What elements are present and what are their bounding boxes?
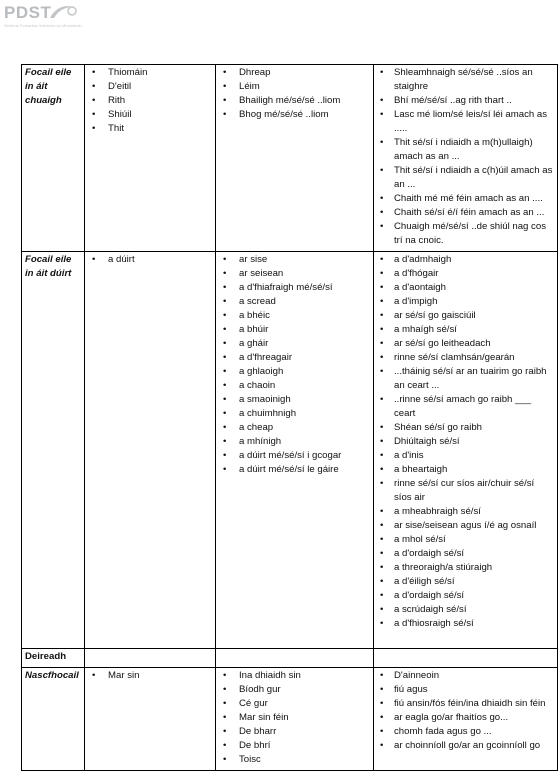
word-list: [88, 253, 212, 267]
list-item: • Léim: [219, 80, 370, 94]
list-item: • a d'fhógair: [377, 267, 554, 281]
table-cell: [85, 252, 216, 649]
table-cell: [85, 65, 216, 252]
word-list: [88, 669, 212, 683]
word-list: [88, 66, 212, 136]
list-item: • ar choinníoll go/ar an gcoinníoll go: [377, 739, 554, 753]
list-item: • Thit: [88, 122, 212, 136]
word-list: [377, 253, 554, 631]
list-item: • Lasc mé liom/sé leis/sí léi amach as .....: [377, 108, 554, 136]
word-list: [377, 66, 554, 248]
list-item: • a d'éiligh sé/sí: [377, 575, 554, 589]
list-item: • a d'ordaigh sé/sí: [377, 589, 554, 603]
list-item: • a d'impigh: [377, 295, 554, 309]
list-item: • Thit sé/sí i ndiaidh a c(h)úil amach as an ...: [377, 164, 554, 192]
list-item: • Shleamhnaigh sé/sé/sé ..síos an staighre: [377, 66, 554, 94]
pdst-logo: [4, 3, 84, 33]
logo-tagline: Seirbhís Forbartha Gairmiúla do Mhúinteoirí: [4, 23, 82, 28]
list-item: • Ina dhiaidh sin: [219, 669, 370, 683]
list-item: • Mar sin: [88, 669, 212, 683]
list-item: • Chuaigh mé/sé/sí ..de shiúl nag cos trí na cnoic.: [377, 220, 554, 248]
table-cell: [374, 649, 558, 668]
word-list: [219, 253, 370, 477]
list-item: • Thit sé/sí i ndiaidh a m(h)ullaigh) amach as an ...: [377, 136, 554, 164]
row-label: Nascfhocail: [22, 668, 85, 771]
swoosh-logo-icon: [48, 2, 78, 24]
word-list: [377, 669, 554, 753]
row-label: Focail eile in áit chuaigh: [22, 65, 85, 252]
table-cell: [85, 649, 216, 668]
list-item: • ar sé/sí go gaisciúil: [377, 309, 554, 323]
list-item: • a smaoinigh: [219, 393, 370, 407]
list-item: • Shéan sé/sí go raibh: [377, 421, 554, 435]
list-item: • D'ainneoin: [377, 669, 554, 683]
list-item: • Chaith sé/sí é/í féin amach as an ...: [377, 206, 554, 220]
word-list: [219, 66, 370, 122]
list-item: • a dúirt: [88, 253, 212, 267]
table-row: [22, 252, 558, 649]
list-item: • a threoraigh/a stiúraigh: [377, 561, 554, 575]
table-cell: [216, 649, 374, 668]
table-row: [22, 65, 558, 252]
list-item: • Bhí mé/sé/sí ..ag rith thart ..: [377, 94, 554, 108]
table-row: [22, 649, 558, 668]
list-item: • Bhog mé/sé/sé ..liom: [219, 108, 370, 122]
list-item: • rinne sé/sí cur síos air/chuir sé/sí síos air: [377, 477, 554, 505]
list-item: • a chaoin: [219, 379, 370, 393]
list-item: • a cheap: [219, 421, 370, 435]
table-row: [22, 668, 558, 771]
list-item: • fiú agus: [377, 683, 554, 697]
list-item: • a scrúdaigh sé/sí: [377, 603, 554, 617]
list-item: • a scread: [219, 295, 370, 309]
list-item: • a d'inis: [377, 449, 554, 463]
list-item: • Thiomáin: [88, 66, 212, 80]
row-label: Focail eile in áit dúirt: [22, 252, 85, 649]
list-item: • a dúirt mé/sé/sí i gcogar: [219, 449, 370, 463]
list-item: • Mar sin féin: [219, 711, 370, 725]
list-item: • Rith: [88, 94, 212, 108]
table-cell: [374, 65, 558, 252]
list-item: • a bhúir: [219, 323, 370, 337]
list-item: • fiú ansin/fós féin/ina dhiaidh sin féin: [377, 697, 554, 711]
list-item: • D'eitil: [88, 80, 212, 94]
table-cell: [374, 668, 558, 771]
table-cell: [85, 668, 216, 771]
list-item: • rinne sé/sí clamhsán/gearán: [377, 351, 554, 365]
list-item: • a d'admhaigh: [377, 253, 554, 267]
list-item: • ar sise/seisean agus í/é ag osnaíl: [377, 519, 554, 533]
list-item: • a d'fhiosraigh sé/sí: [377, 617, 554, 631]
list-item: • ar eagla go/ar fhaitíos go...: [377, 711, 554, 725]
list-item: • ar sise: [219, 253, 370, 267]
list-item: • a ghlaoigh: [219, 365, 370, 379]
list-item: • a mhaígh sé/sí: [377, 323, 554, 337]
list-item: • a mhol sé/sí: [377, 533, 554, 547]
logo-wordmark: PDST: [4, 3, 52, 22]
list-item: • a mhínigh: [219, 435, 370, 449]
list-item: • ar sé/sí go leitheadach: [377, 337, 554, 351]
list-item: • De bhrí: [219, 739, 370, 753]
list-item: • Bhailigh mé/sé/sé ..liom: [219, 94, 370, 108]
list-item: • De bharr: [219, 725, 370, 739]
list-item: • a dúirt mé/sé/sí le gáire: [219, 463, 370, 477]
list-item: • a chuimhnigh: [219, 407, 370, 421]
list-item: • a gháir: [219, 337, 370, 351]
list-item: • Toisc: [219, 753, 370, 767]
list-item: • a bhéic: [219, 309, 370, 323]
list-item: • a d'fhreagair: [219, 351, 370, 365]
list-item: • a d'aontaigh: [377, 281, 554, 295]
list-item: • Chaith mé mé féin amach as an ....: [377, 192, 554, 206]
vocabulary-table: [21, 64, 558, 771]
list-item: • ...tháinig sé/sí ar an tuairim go raibh an ceart ...: [377, 365, 554, 393]
list-item: • Cé gur: [219, 697, 370, 711]
table-cell: [374, 252, 558, 649]
list-item: • Bíodh gur: [219, 683, 370, 697]
list-item: • ar seisean: [219, 267, 370, 281]
word-list: [219, 669, 370, 767]
table-cell: [216, 65, 374, 252]
list-item: • Dhreap: [219, 66, 370, 80]
list-item: • Shiúil: [88, 108, 212, 122]
list-item: • a d'fhiafraigh mé/sé/sí: [219, 281, 370, 295]
list-item: • a mheabhraigh sé/sí: [377, 505, 554, 519]
list-item: • a bheartaigh: [377, 463, 554, 477]
table-cell: [216, 668, 374, 771]
list-item: • Dhiúltaigh sé/sí: [377, 435, 554, 449]
list-item: • ..rinne sé/sí amach go raibh ___ ceart: [377, 393, 554, 421]
row-label: Deireadh: [22, 649, 85, 668]
table-cell: [216, 252, 374, 649]
list-item: • chomh fada agus go ...: [377, 725, 554, 739]
list-item: • a d'ordaigh sé/sí: [377, 547, 554, 561]
